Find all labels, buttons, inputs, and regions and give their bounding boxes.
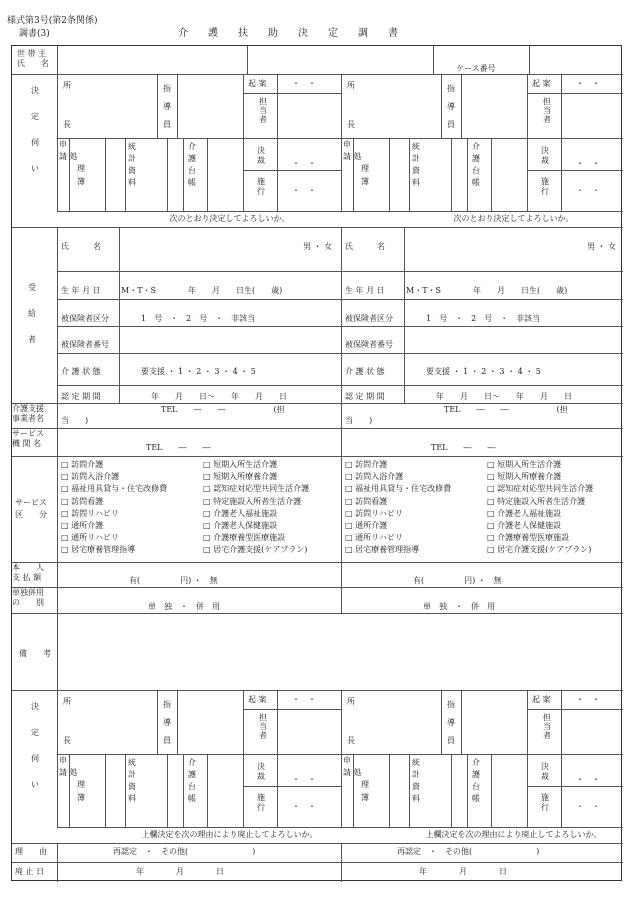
insured-number-label: 被保険者番号	[61, 340, 109, 349]
approval-date: ・ ・	[292, 159, 316, 168]
reason-value: 再認定 ・ その他( )	[113, 847, 256, 856]
service-item: □ 訪問入浴介護	[345, 472, 404, 482]
service-item: □ 介護老人保健施設	[487, 521, 562, 530]
approval-label: 決 裁	[257, 146, 265, 165]
draft-label: 起 案	[532, 695, 551, 704]
statistics-label: 統 計 資 料	[412, 142, 420, 187]
decision-form	[11, 45, 622, 881]
grid-line	[57, 46, 58, 74]
grid-line	[57, 613, 58, 690]
grid-line	[277, 690, 278, 754]
care-state-value: 要支援 ・ 1 ・ 2 ・ 3 ・ 4 ・ 5	[141, 367, 256, 376]
support-tel: TEL ― ― (担	[444, 405, 568, 414]
office-head-label: 所	[347, 81, 355, 90]
instructor-label: 指 導 員	[447, 84, 455, 129]
draft-date: ・ ・	[576, 695, 600, 704]
grid-line	[57, 690, 58, 827]
abolish-date-label: 廃 止 日	[15, 867, 45, 876]
document-code: 調書(3)	[19, 29, 50, 39]
grid-line	[467, 754, 468, 827]
grid-line	[183, 754, 184, 827]
service-item: □ 訪問介護	[345, 460, 388, 469]
service-item: □ 短期入所療養介護	[203, 472, 278, 482]
decision-note: 上欄決定を次の理由により廃止してよろしいか。	[425, 830, 602, 839]
grid-line	[12, 862, 623, 863]
grid-line	[57, 353, 623, 354]
grid-line	[12, 428, 623, 429]
grid-line	[341, 403, 342, 428]
grid-line	[461, 690, 462, 754]
birthdate-label: 生 年 月 日	[345, 286, 385, 295]
service-org-label: サービス 機 関 名	[12, 429, 44, 448]
instructor-label: 指 導 員	[163, 700, 171, 745]
grid-line	[57, 403, 58, 428]
approval-date: ・ ・	[576, 159, 600, 168]
grid-line	[561, 690, 562, 754]
grid-line	[243, 754, 244, 827]
statistics-label: 統 計 資 料	[128, 758, 136, 803]
office-head-label: 長	[63, 736, 71, 745]
grid-line	[527, 170, 623, 171]
staff-label: 担 当 者	[259, 713, 267, 740]
service-item: □ 短期入所生活介護	[203, 460, 278, 469]
service-item: □ 介護老人福祉施設	[487, 508, 562, 518]
draft-date: ・ ・	[576, 79, 600, 88]
grid-line	[341, 843, 342, 862]
service-item: □ 訪問看護	[345, 496, 388, 506]
certification-value: 年 月 日〜 年 月 日	[436, 392, 572, 401]
support-staff: 当 )	[61, 416, 89, 425]
grid-line	[57, 456, 58, 562]
grid-line	[69, 754, 70, 827]
support-tel: TEL ― ― (担	[161, 405, 285, 414]
insured-category-label: 被保険者区分	[345, 314, 393, 323]
service-item: □ 特定施設入所者生活介護	[203, 496, 302, 506]
grid-line	[57, 428, 58, 456]
service-org-tel: TEL ― ―	[146, 443, 211, 452]
grid-line	[105, 754, 106, 827]
gender-value: 男 ・ 女	[587, 242, 617, 251]
service-item: □ 訪問入浴介護	[61, 472, 120, 482]
care-state-label: 介 護 状 態	[345, 367, 385, 376]
register-label: 理	[77, 164, 85, 173]
remarks-label: 備 考	[19, 649, 51, 658]
grid-line	[105, 138, 106, 211]
office-head-label: 所	[347, 697, 355, 706]
service-item: □ 短期入所生活介護	[487, 460, 562, 469]
grid-line	[341, 138, 623, 139]
approval-label: 決 裁	[541, 146, 549, 165]
grid-line	[277, 138, 278, 211]
grid-line	[341, 587, 342, 613]
birthdate-value: M・T・S 年 月 日生( 歳)	[406, 286, 568, 295]
application-label: 申	[343, 140, 351, 149]
grid-line	[527, 93, 623, 94]
payment-label: 本 人 支 払 額	[12, 563, 44, 582]
grid-line	[57, 138, 341, 139]
instructor-label: 指 導 員	[447, 700, 455, 745]
decision-section-label: 決 定 伺 い	[31, 86, 39, 173]
gender-value: 男 ・ 女	[303, 242, 333, 251]
service-item: □ 通所リハビリ	[345, 533, 403, 543]
service-item: □ 特定施設入所者生活介護	[487, 496, 586, 506]
payment-value: 有( 円) ・ 無	[129, 576, 218, 585]
enforcement-date: ・ ・	[292, 186, 316, 195]
service-item: □ 通所リハビリ	[61, 533, 119, 543]
grid-line	[57, 271, 623, 272]
abolish-date-value: 年 月 日	[419, 867, 507, 876]
form-number: 様式第3号(第2条関係)	[7, 16, 98, 26]
grid-line	[277, 74, 278, 138]
grid-line	[433, 46, 434, 74]
service-item: □ 介護老人福祉施設	[203, 508, 278, 518]
register-label: 簿	[77, 177, 85, 186]
grid-line	[57, 299, 623, 300]
grid-line	[57, 385, 623, 386]
grid-line	[57, 827, 623, 828]
grid-line	[277, 754, 278, 827]
grid-line	[389, 754, 390, 827]
certification-value: 年 月 日〜 年 月 日	[151, 392, 287, 401]
grid-line	[157, 690, 158, 754]
grid-line	[491, 138, 492, 211]
grid-line	[451, 138, 452, 211]
service-item: □ 居宅療養管理指導	[345, 545, 420, 555]
decision-section-label: 決 定 伺 い	[31, 702, 39, 789]
statistics-label: 統 計 資 料	[412, 758, 420, 803]
certification-label: 認 定 期 間	[61, 392, 101, 401]
service-item: □ 介護老人保健施設	[203, 521, 278, 530]
service-item: □ 福祉用具貸与・住宅改修費	[61, 484, 168, 494]
case-number-label: ケース番号	[456, 64, 496, 73]
grid-line	[207, 754, 208, 827]
service-item: □ 訪問介護	[61, 460, 104, 469]
grid-line	[409, 138, 410, 211]
grid-line	[243, 709, 341, 710]
instructor-label: 指 導 員	[163, 84, 171, 129]
grid-line	[12, 456, 623, 457]
grid-line	[441, 690, 442, 754]
grid-line	[177, 690, 178, 754]
grid-line	[167, 138, 168, 211]
grid-line	[451, 754, 452, 827]
service-item: □ 居宅介護支援(ケアプラン)	[203, 545, 308, 555]
grid-line	[243, 170, 341, 171]
grid-line	[527, 754, 528, 827]
service-item: □ 認知症対応型共同生活介護	[487, 484, 594, 494]
enforcement-date: ・ ・	[576, 186, 600, 195]
care-state-value: 要支援 ・ 1 ・ 2 ・ 3 ・ 4 ・ 5	[426, 367, 541, 376]
payment-value: 有( 円) ・ 無	[413, 576, 502, 585]
care-ledger-label: 介 護 台 帳	[472, 142, 480, 187]
enforcement-label: 施 行	[257, 793, 265, 812]
service-item: □ 通所介護	[61, 521, 104, 530]
grid-line	[461, 74, 462, 138]
grid-line	[243, 74, 244, 138]
grid-line	[341, 754, 623, 755]
staff-label: 担 当 者	[543, 713, 551, 740]
grid-line	[529, 46, 530, 74]
register-label: 簿	[361, 177, 369, 186]
service-org-tel: TEL ― ―	[431, 443, 496, 452]
household-head-label: 世 帯 主 氏 名	[17, 49, 49, 68]
register-label: 請 処	[59, 152, 78, 161]
service-item: □ 介護療養型医療施設	[203, 533, 286, 543]
grid-line	[12, 74, 623, 75]
grid-line	[157, 74, 158, 138]
grid-line	[207, 138, 208, 211]
page-title: 介 護 扶 助 決 定 調 書	[178, 28, 398, 39]
grid-line	[341, 456, 342, 562]
grid-line	[341, 862, 342, 882]
grid-line	[527, 690, 528, 754]
insured-category-label: 被保険者区分	[61, 314, 109, 323]
register-label: 請 処	[343, 152, 362, 161]
grid-line	[243, 93, 341, 94]
grid-line	[57, 587, 58, 613]
support-staff: 当 )	[345, 416, 373, 425]
care-ledger-label: 介 護 台 帳	[188, 142, 196, 187]
name-label: 氏 名	[61, 242, 101, 251]
office-head-label: 長	[347, 120, 355, 129]
draft-label: 起 案	[248, 79, 267, 88]
grid-line	[527, 786, 623, 787]
grid-line	[341, 562, 342, 587]
grid-line	[353, 754, 354, 827]
grid-line	[12, 690, 623, 691]
grid-line	[409, 754, 410, 827]
service-item: □ 介護療養型医療施設	[487, 533, 570, 543]
draft-label: 起 案	[532, 79, 551, 88]
grid-line	[561, 138, 562, 211]
grid-line	[12, 562, 623, 563]
service-item: □ 認知症対応型共同生活介護	[203, 484, 310, 494]
birthdate-label: 生 年 月 日	[61, 286, 101, 295]
birthdate-value: M・T・S 年 月 日生( 歳)	[121, 286, 283, 295]
grid-line	[57, 211, 623, 212]
grid-line	[57, 227, 58, 403]
grid-line	[243, 138, 244, 211]
grid-line	[183, 138, 184, 211]
statistics-label: 統 計 資 料	[128, 142, 136, 187]
service-item: □ 短期入所療養介護	[487, 472, 562, 482]
decision-note: 次のとおり決定してよろしいか。	[453, 214, 574, 223]
reason-label: 理 由	[15, 847, 47, 856]
grid-line	[12, 227, 623, 228]
register-label: 理	[361, 780, 369, 789]
recipient-section-label: 受 給 者	[28, 283, 36, 344]
reason-value: 再認定 ・ その他( )	[397, 847, 540, 856]
approval-label: 決 裁	[257, 762, 265, 781]
certification-label: 認 定 期 間	[345, 392, 385, 401]
grid-line	[12, 843, 623, 844]
service-item: □ 通所介護	[345, 521, 388, 530]
grid-line	[57, 562, 58, 587]
application-label: 申	[343, 756, 351, 765]
service-category-label: サービス 区 分	[15, 498, 47, 519]
service-item: □ 居宅介護支援(ケアプラン)	[487, 545, 592, 555]
grid-line	[561, 74, 562, 138]
service-item: □ 福祉用具貸与・住宅改修費	[345, 484, 452, 494]
approval-date: ・ ・	[292, 775, 316, 784]
grid-line	[125, 138, 126, 211]
grid-line	[561, 754, 562, 827]
draft-date: ・ ・	[292, 695, 316, 704]
grid-line	[177, 74, 178, 138]
enforcement-label: 施 行	[541, 793, 549, 812]
service-item: □ 訪問リハビリ	[61, 508, 119, 518]
grid-line	[12, 587, 623, 588]
register-label: 理	[361, 164, 369, 173]
grid-line	[441, 74, 442, 138]
grid-line	[57, 326, 623, 327]
decision-note: 上欄決定を次の理由により廃止してよろしいか。	[141, 830, 318, 839]
grid-line	[167, 754, 168, 827]
enforcement-label: 施 行	[257, 177, 265, 196]
office-head-label: 所	[63, 697, 71, 706]
decision-note: 次のとおり決定してよろしいか。	[169, 214, 290, 223]
grid-line	[57, 74, 58, 211]
office-head-label: 長	[347, 736, 355, 745]
office-head-label: 長	[63, 120, 71, 129]
enforcement-label: 施 行	[541, 177, 549, 196]
grid-line	[341, 690, 342, 827]
grid-line	[341, 227, 342, 403]
grid-line	[341, 74, 342, 211]
approval-date: ・ ・	[576, 775, 600, 784]
abolish-date-value: 年 月 日	[136, 867, 224, 876]
grid-line	[243, 690, 244, 754]
grid-line	[69, 138, 70, 211]
register-label: 簿	[361, 793, 369, 802]
register-label: 請 処	[59, 768, 78, 777]
grid-line	[491, 754, 492, 827]
support-provider-label: 介護支援 事業者名	[12, 404, 44, 423]
grid-line	[57, 754, 341, 755]
grid-line	[12, 403, 623, 404]
service-item: □ 訪問リハビリ	[345, 508, 403, 518]
office-head-label: 所	[63, 81, 71, 90]
name-label: 氏 名	[345, 242, 385, 251]
register-label: 理	[77, 780, 85, 789]
insured-category-value: 1 号 ・ 2 号 ・ 非該当	[141, 314, 256, 323]
grid-line	[12, 613, 623, 614]
single-combined-label: 単独併用 の 別	[12, 588, 44, 607]
draft-date: ・ ・	[292, 79, 316, 88]
grid-line	[404, 227, 405, 403]
grid-line	[467, 138, 468, 211]
care-ledger-label: 介 護 台 帳	[472, 758, 480, 803]
insured-number-label: 被保険者番号	[345, 340, 393, 349]
insured-category-value: 1 号 ・ 2 号 ・ 非該当	[426, 314, 541, 323]
staff-label: 担 当 者	[543, 97, 551, 124]
grid-line	[57, 862, 58, 882]
application-label: 申	[59, 756, 67, 765]
grid-line	[243, 786, 341, 787]
grid-line	[527, 138, 528, 211]
service-item: □ 居宅療養管理指導	[61, 545, 136, 555]
grid-line	[119, 227, 120, 403]
application-label: 申	[59, 140, 67, 149]
grid-line	[527, 709, 623, 710]
enforcement-date: ・ ・	[292, 802, 316, 811]
register-label: 請 処	[343, 768, 362, 777]
care-ledger-label: 介 護 台 帳	[188, 758, 196, 803]
draft-label: 起 案	[248, 695, 267, 704]
grid-line	[341, 428, 342, 456]
grid-line	[389, 138, 390, 211]
grid-line	[527, 74, 528, 138]
grid-line	[57, 843, 58, 862]
single-combined-value: 単 独 ・ 併 用	[423, 602, 495, 611]
approval-label: 決 裁	[541, 762, 549, 781]
enforcement-date: ・ ・	[576, 802, 600, 811]
grid-line	[353, 138, 354, 211]
grid-line	[247, 46, 248, 74]
register-label: 簿	[77, 793, 85, 802]
staff-label: 担 当 者	[259, 97, 267, 124]
grid-line	[125, 754, 126, 827]
single-combined-value: 単 独 ・ 併 用	[148, 602, 220, 611]
service-item: □ 訪問看護	[61, 496, 104, 506]
care-state-label: 介 護 状 態	[61, 367, 101, 376]
